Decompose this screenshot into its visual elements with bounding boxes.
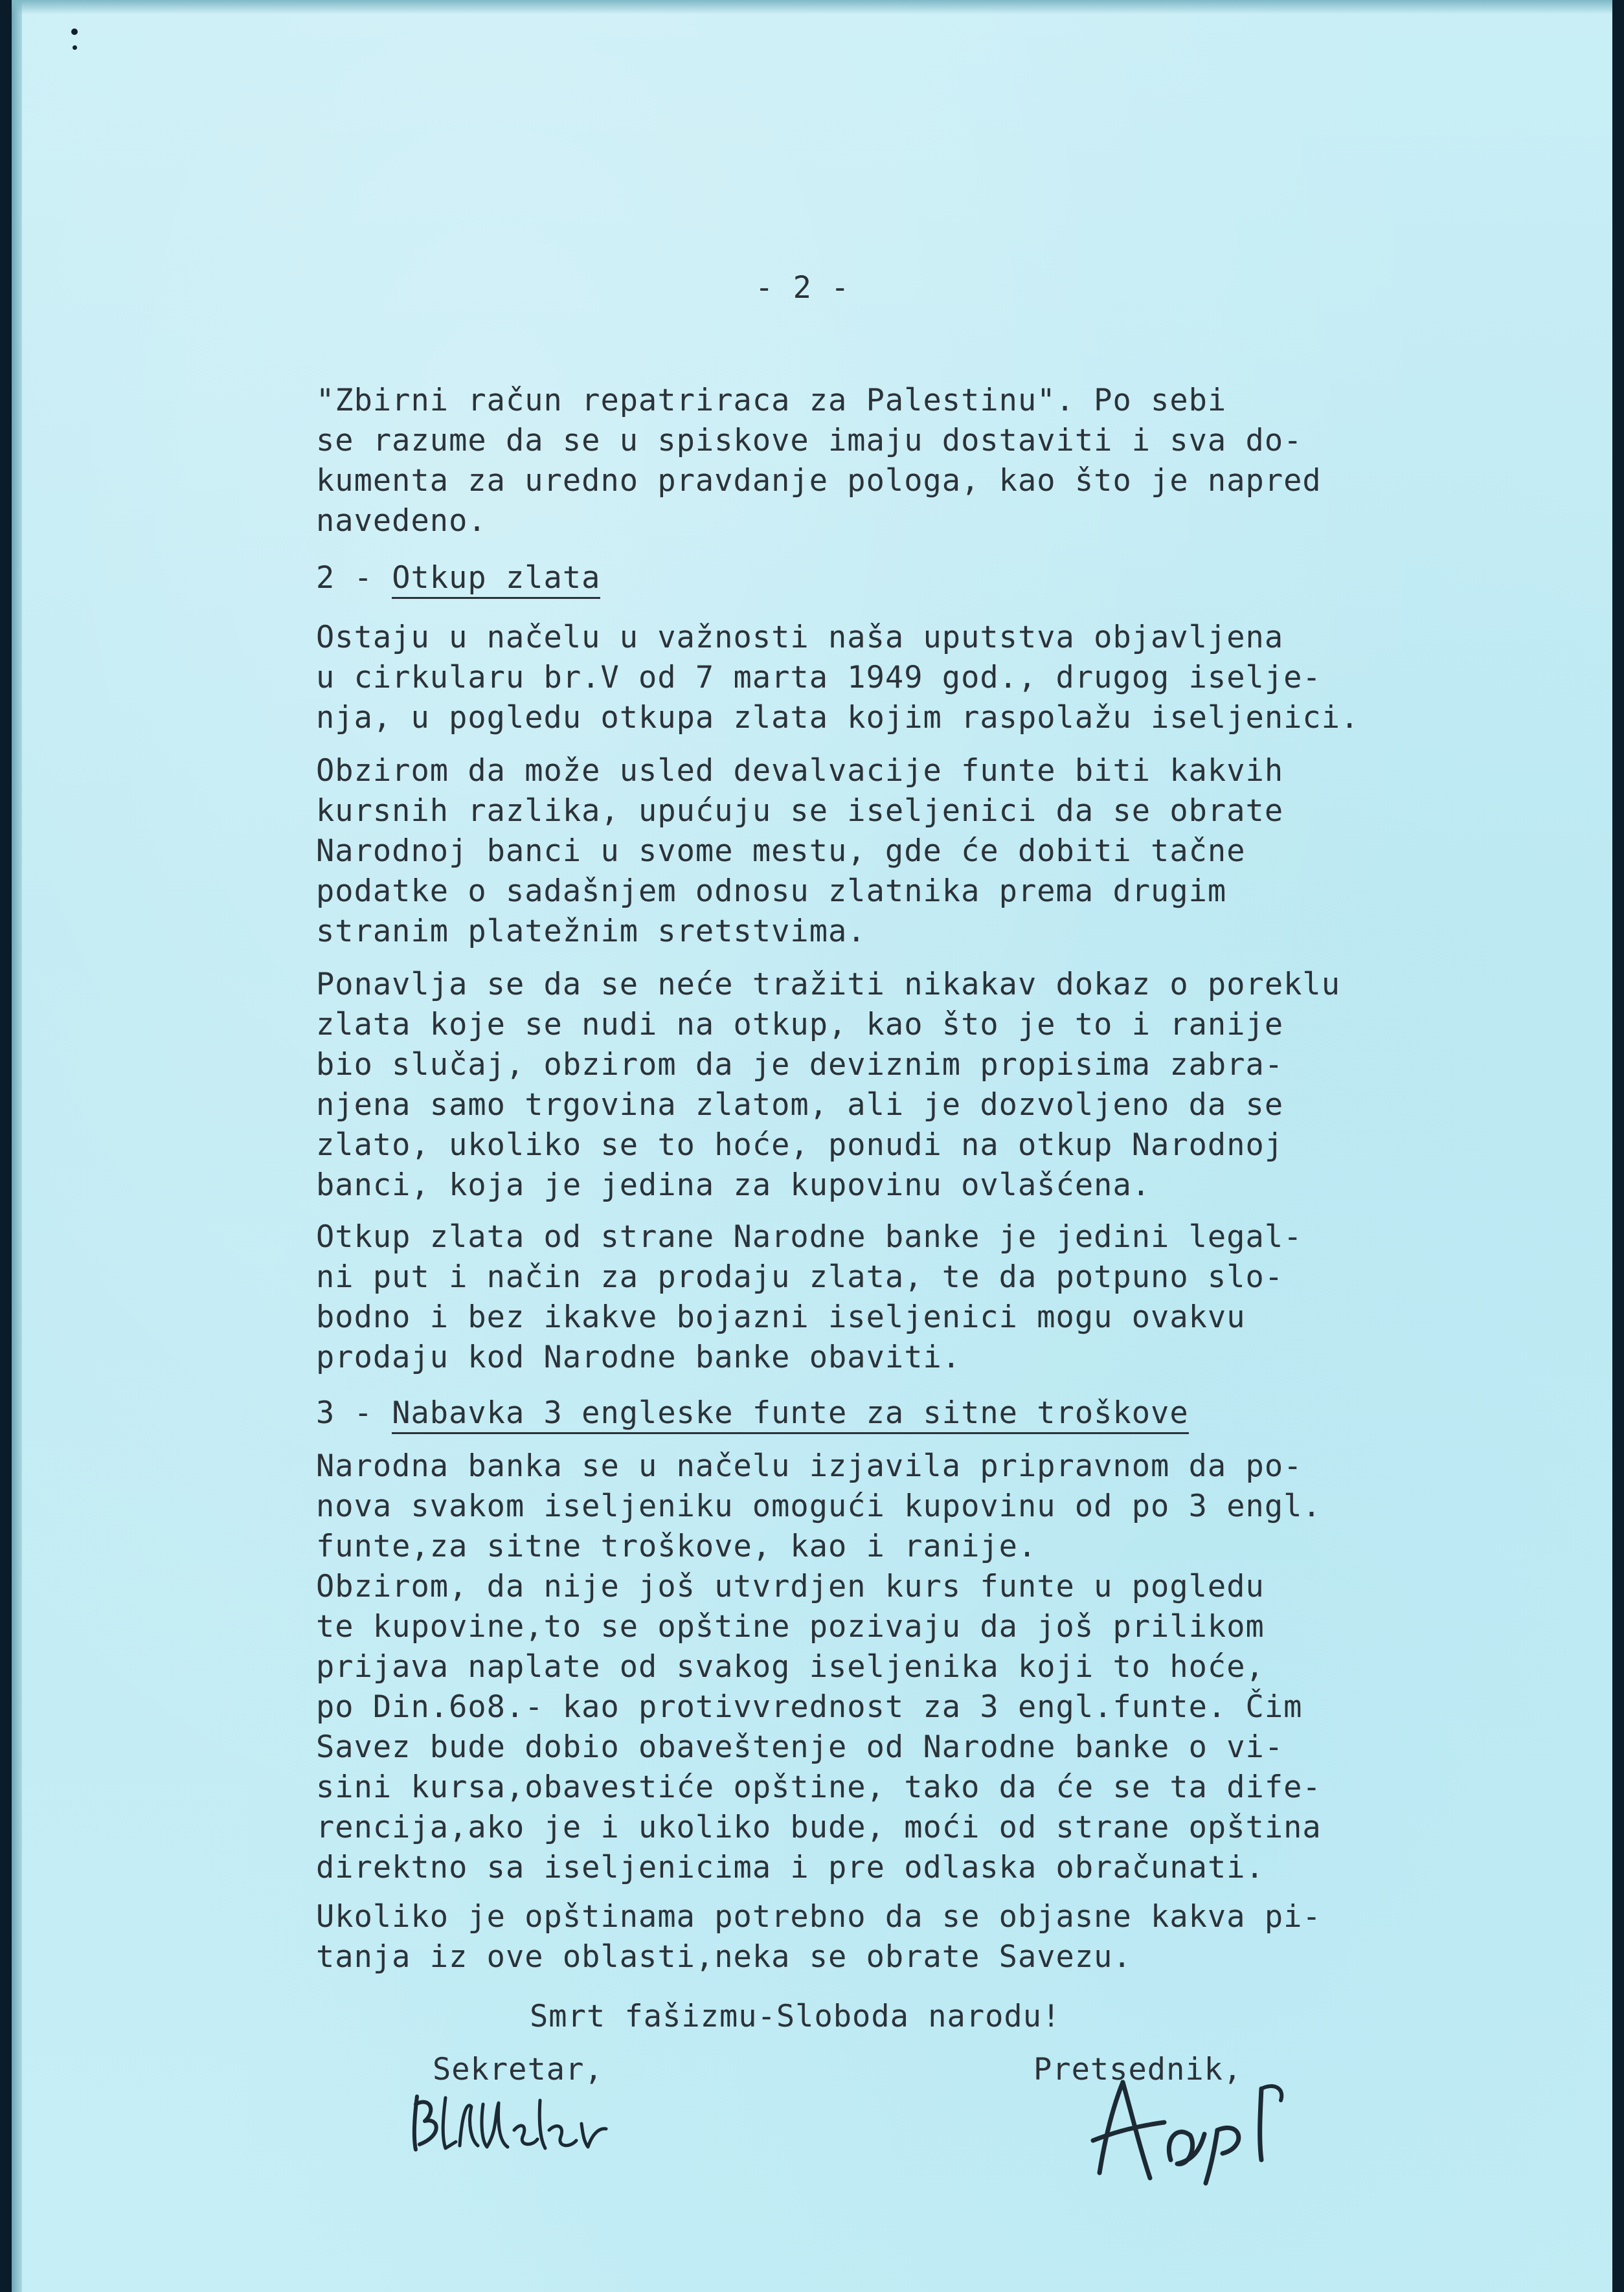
text-line: tanja iz ove oblasti,neka se obrate Savezu. — [316, 1939, 1132, 1975]
text-line: Savez bude dobio obaveštenje od Narodne banke o vi- — [316, 1729, 1284, 1765]
text-line: Narodna banka se u načelu izjavila pripravnom da po- — [316, 1448, 1303, 1484]
closing-salutation: Smrt fašizmu-Sloboda narodu! — [530, 1999, 1061, 2034]
document-page — [12, 0, 1612, 2292]
text-line: nja, u pogledu otkupa zlata kojim raspolažu iseljenici. — [316, 700, 1360, 736]
secretary-label: Sekretar, — [433, 2052, 603, 2087]
page-number: - 2 - — [755, 270, 850, 306]
text-line: bodno i bez ikakve bojazni iseljenici mogu ovakvu — [316, 1299, 1246, 1335]
text-line: zlata koje se nudi na otkup, kao što je to i ranije — [316, 1007, 1284, 1042]
text-line: Ukoliko je opštinama potrebno da se objasne kakva pi- — [316, 1899, 1322, 1935]
text-line: bio slučaj, obzirom da je deviznim propisima zabra- — [316, 1047, 1284, 1083]
text-line: nova svakom iseljeniku omogući kupovinu od po 3 engl. — [316, 1489, 1322, 1524]
text-line: njena samo trgovina zlatom, ali je dozvoljeno da se — [316, 1087, 1284, 1123]
president-label: Pretsednik, — [1033, 2052, 1243, 2087]
text-line: Ostaju u načelu u važnosti naša uputstva objavljena — [316, 620, 1284, 655]
section-number: 2 - — [316, 560, 373, 596]
section3-paragraph-1 — [316, 1446, 1322, 1567]
section-heading-nabavka-funte — [316, 1393, 1189, 1433]
text-line: Obzirom da može usled devalvacije funte biti kakvih — [316, 753, 1284, 789]
text-line: ni put i način za prodaju zlata, te da potpuno slo- — [316, 1259, 1284, 1295]
text-line: funte,za sitne troškove, kao i ranije. — [316, 1529, 1037, 1564]
section-title: Otkup zlata — [392, 560, 600, 599]
text-line: Narodnoj banci u svome mestu, gde će dobiti tačne — [316, 833, 1246, 869]
text-line: zlato, ukoliko se to hoće, ponudi na otkup Narodnoj — [316, 1127, 1284, 1163]
text-line: prijava naplate od svakog iseljenika koji to hoće, — [316, 1649, 1265, 1685]
section-heading-otkup-zlata — [316, 558, 600, 598]
text-line: sini kursa,obavestiće opštine, tako da će se ta dife- — [316, 1770, 1322, 1805]
text-line: navedeno. — [316, 503, 487, 539]
president-signature — [1067, 2063, 1313, 2186]
section-number: 3 - — [316, 1395, 373, 1431]
section3-paragraph-2 — [316, 1567, 1322, 1888]
text-line: kumenta za uredno pravdanje pologa, kao što je napred — [316, 463, 1322, 499]
text-line: te kupovine,to se opštine pozivaju da još prilikom — [316, 1609, 1265, 1645]
paper-edge-left — [12, 0, 22, 2292]
text-line: prodaju kod Narodne banke obaviti. — [316, 1340, 962, 1375]
section3-paragraph-3 — [316, 1897, 1322, 1977]
paper-edge-top — [12, 0, 1612, 14]
text-line: rencija,ako je i ukoliko bude, moći od strane opština — [316, 1810, 1322, 1845]
section2-paragraph-2 — [316, 751, 1283, 952]
text-line: Obzirom, da nije još utvrdjen kurs funte u pogledu — [316, 1569, 1265, 1604]
text-line: kursnih razlika, upućuju se iseljenici da se obrate — [316, 793, 1284, 829]
punch-hole-mark — [73, 45, 77, 50]
text-line: Otkup zlata od strane Narodne banke je jedini legal- — [316, 1219, 1303, 1255]
text-line: po Din.6o8.- kao protivvrednost za 3 engl.funte. Čim — [316, 1689, 1303, 1725]
punch-hole-mark — [71, 28, 78, 35]
section2-paragraph-3 — [316, 965, 1340, 1206]
text-line: "Zbirni račun repatriraca za Palestinu". Po sebi — [316, 383, 1227, 418]
section2-paragraph-4 — [316, 1217, 1302, 1378]
section-title: Nabavka 3 engleske funte za sitne troškove — [392, 1395, 1188, 1434]
text-line: u cirkularu br.V od 7 marta 1949 god., drugog iselje- — [316, 660, 1322, 695]
text-line: direktno sa iseljenicima i pre odlaska obračunati. — [316, 1850, 1265, 1885]
text-line: podatke o sadašnjem odnosu zlatnika prema drugim — [316, 873, 1227, 909]
intro-paragraph — [316, 381, 1322, 541]
section2-paragraph-1 — [316, 618, 1359, 738]
text-line: banci, koja je jedina za kupovinu ovlašćena. — [316, 1167, 1151, 1203]
secretary-signature — [400, 2085, 633, 2163]
text-line: se razume da se u spiskove imaju dostaviti i sva do- — [316, 423, 1303, 458]
text-line: Ponavlja se da se neće tražiti nikakav dokaz o poreklu — [316, 967, 1341, 1002]
text-line: stranim platežnim sretstvima. — [316, 914, 866, 949]
